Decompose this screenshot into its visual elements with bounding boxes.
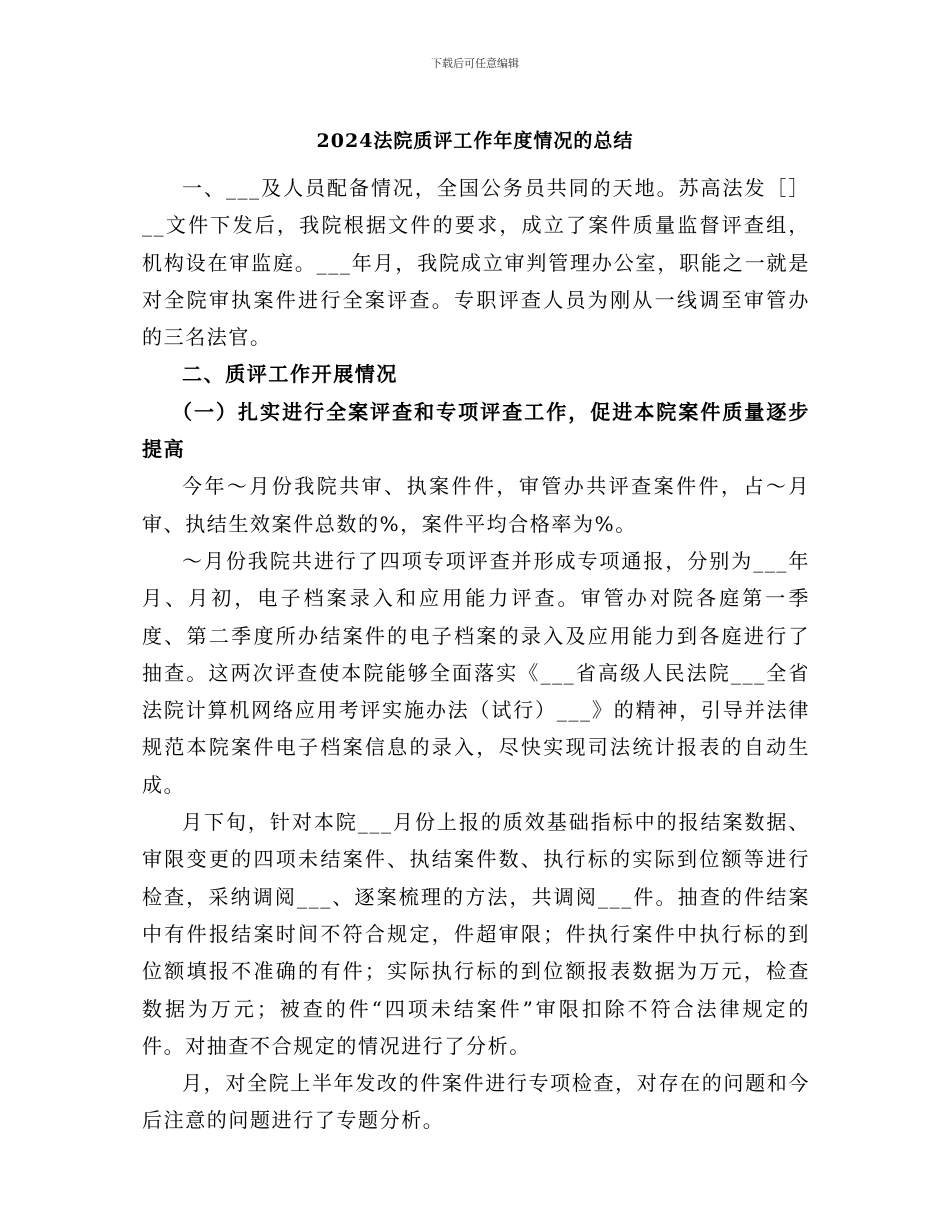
paragraph-review-stats: 今年～月份我院共审、执案件件，审管办共评查案件件，占～月审、执结生效案件总数的%，案件平均合格率为%。 [142, 474, 810, 536]
header-note: 下载后可任意编辑 [431, 57, 519, 70]
paragraph-data-check: 月下旬，针对本院___月份上报的质效基础指标中的报结案数据、审限变更的四项未结案件、执结案件数、执行标的实际到位额等进行检查，采纳调阅___、逐案梳理的方法，共调阅___件。抽查的件结案中有件报结案时间不符合规定，件超审限；件执行案件中执行标的到位额填报不准确的有件；实际执行标的到位额报表数据为万元，检查数据为万元；被查的件“四项未结案件”审限扣除不符合法律规定的件。对抽查不合规定的情况进行了分析。 [142, 810, 810, 1058]
paragraph-special-review: ～月份我院共进行了四项专项评查并形成专项通报，分别为___年月、月初，电子档案录入和应用能力评查。审管办对院各庭第一季度、第二季度所办结案件的电子档案的录入及应用能力到各庭进行了抽查。这两次评查使本院能够全面落实《___省高级人民法院___全省法院计算机网络应用考评实施办法（试行）___》的精神，引导并法律规范本院案件电子档案信息的录入，尽快实现司法统计报表的自动生成。 [142, 548, 810, 797]
document-title: 2024法院质评工作年度情况的总结 [316, 130, 634, 152]
section-heading-2: 二、质评工作开展情况 [182, 362, 398, 387]
subsection-heading-1: （一）扎实进行全案评查和专项评查工作，促进本院案件质量逐步提高 [142, 399, 810, 462]
document-body [142, 170, 810, 1140]
paragraph-half-year-check: 月，对全院上半年发改的件案件进行专项检查，对存在的问题和今后注意的问题进行了专题分析。 [142, 1071, 810, 1133]
paragraph-staffing: 一、___及人员配备情况，全国公务员共同的天地。苏高法发［］__文件下发后，我院根据文件的要求，成立了案件质量监督评查组，机构设在审监庭。___年月，我院成立审判管理办公室，职能之一就是对全院审执案件进行全案评查。专职评查人员为刚从一线调至审管办的三名法官。 [142, 176, 810, 350]
